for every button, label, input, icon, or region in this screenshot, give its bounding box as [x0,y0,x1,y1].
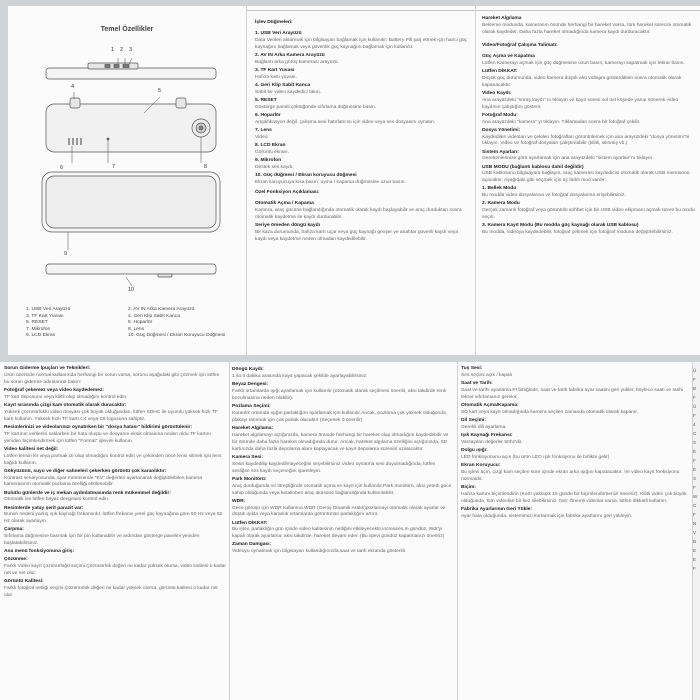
item-text: Bu modda video dosyalarına ve fotoğraf dosyalarına erişebilirsiniz. [482,193,626,199]
item-title: Video kalitesi net değil: [4,446,59,452]
callout-9: 9 [64,251,68,257]
item-text: Gerçek zamanlı fotoğraf veya görüntülü sohbet için bir USB video ekipmanı açmak üzere bu modu seçin. [482,208,695,221]
item-title: Bulutlu günlerde ve iç mekan aydınlatmasında renk mükemmel değildir: [4,490,171,496]
lcd-screen [46,176,216,228]
item-text: Bir kaza durumunda, hafıza kartı uçar veya güç kaynağı gevşer ve anahtar güvenli kaydı veya kaydı veya kaydetme neden olmadan kaydedilebilir. [255,229,459,242]
item-text: SD kart veya kayıt olmadığında kamera seçilen zamanda otomatik olarak kapanır. [461,410,638,415]
item-text: Lütfen Kamerayı açmak için güç düğmesine uzun basın; kamerayı kapatmak için tekrar basın. [482,60,685,66]
function-button-list [255,31,469,187]
item-text: Destek ses kaydı. [255,164,294,170]
device-bottom-view [46,264,216,277]
fragment: S [693,440,697,445]
legend-item: 1. USB Veri Arayüzü [26,307,71,312]
legend-item: 9. LCD Ekran [26,333,56,339]
fragment: Ü [693,404,697,409]
item-text: 1 ila 5 dakika arasında kayıt yapacak şekilde ayarlayabilirsiniz. [232,374,368,380]
power-button [158,274,172,277]
device-top-view [46,63,216,79]
divider [247,10,475,11]
item-text: Hafıza kartını biçimlendirin (Kartı yaklaşık 15 günde bir biçimlendirmenizi öneririz). Kilitli video çok büyük olduğunda, tüm videoları bir kez silebilirsiniz. Not: Önemli videolar varsa, lütfen dikkatli kullanın. [461,491,687,504]
item-title: Zaman Damgası: [232,542,272,548]
item-text: Gösterge paneli çöktüğünde sıfırlama düğmesine basın. [255,104,377,110]
fragment: S [693,476,697,481]
item-title: Fabrika Ayarlarının Geri Yükle: [461,506,533,512]
section-heading: Özel Fonksiyon Açıklaması: [255,189,320,195]
callout-8: 8 [204,164,208,170]
item-text: Kamera, araç gücüne bağlandığında otomatik olarak kaydı başlayabilir ve araç durduktan sonra otomatik kaydetme ile kaydı durdurabilir. [255,207,462,220]
item-text: Sesin kaydedilip kaydedilmeyeceğini seçebilirsiniz.Video oynatma sesi duyulmadığında, lütfen sesliğse ses kaydı seçeneğini işaretleyin. [232,461,436,474]
fragment: E [693,449,697,454]
cutoff-fragments [693,366,700,573]
item-text: Videoyu oynatmak için bilgisayarı kullandığınızda,saat ve tarih ekranda gösterilir. [232,549,407,555]
item-text: Ana arayüzdeki "kamera" yı tıklayın. Tıklamadan sonra bir fotoğraf çekilir. [482,119,641,125]
item-title: WDR: [232,498,246,504]
system-settings-list [461,366,689,521]
item-title: 2. Kamera Modu [482,201,520,207]
fragment: F [693,485,696,490]
item-title: Park Monitörü: [232,476,267,482]
item-title: Dolgu ışığı: [461,448,488,454]
item-text: Video. [255,134,269,140]
operation-text [482,16,696,237]
item-text: Görüntü ekranı. [255,149,289,155]
fragment: B [693,539,697,544]
item-text: Saat ve tarihi ayarlama.PI bittiğinde, saat ve tarih fabrika ayar saatini geri yükler, böylece saati ve tarihi tekrar sıfırlamanız gerekir. [461,388,684,400]
panel-motion-and-operation [476,6,700,355]
item-title: Hareket Algılama: [232,426,274,431]
troubleshooting-list [4,388,226,600]
section-heading: Sorun Giderme İpuçları ve Teknikleri: [4,366,91,371]
fragment: W [693,494,698,499]
item-text: USB kablosunu bilgisayara bağlayın, araç kamerası kaydedicisi otomatik olarak USB menüsünü açacaktır. Aşağıdaki gibi seçmek için üç farklı mod vardır: [482,171,690,184]
item-title: Tuş Sesi: [461,366,483,372]
legend-item: 2. AV IN Arka Kamera Arayüzü [128,307,195,312]
fragment: V [693,530,697,535]
item-text: Otomatik ise lütfen beyaz dengesini kontrol edin. [4,497,110,503]
item-title: Beyaz Dengesi: [232,382,269,388]
item-title: Fotoğraf çekemez veya video kaydedemez: [4,387,105,393]
device-back-body [46,104,216,152]
item-title: Çözünme: [4,557,28,563]
fragment: E [693,557,697,562]
item-title: 1. Bellek Modu [482,186,517,192]
panel-system-settings [458,362,692,700]
item-title: 4. Geri Klip Sabit Kanca [255,83,311,88]
item-title: Otomatik Açma/Kapama: [461,403,519,409]
panel-basic-features [8,6,246,355]
callout-7: 7 [112,164,116,170]
item-text: Farklı fotoğraf netliği seçimi.Çözünürlük değeri ne kadar yüksek olursa, görüntü kalitesi o kadar net olur. [4,586,218,599]
tf-slot [123,65,129,68]
item-title: Pozlama Seçimi: [232,404,271,410]
reset-hole [107,138,109,140]
item-title: 7. Lens [255,128,272,133]
paragraph: Ürün üzerinde normal kullanımda herhangi bir sorun varsa, sorunu aşağıdaki gibi çözmek için lütfen bu sorun giderme adımlarına bakın: [4,372,220,385]
panel-title: Temel Özellikler [100,26,154,33]
item-title: 3. Kamera Kayıt Modu (Bu modda güç kaynağı olarak USB kablosu) [482,223,639,229]
item-title: 8. LCD Ekran [255,143,286,148]
item-title: Döngü Kaydı: [232,367,264,373]
item-text: LED fonksiyonunu açın (bu ürün LED ışık fonksiyonu ile birlikte gelir) [461,455,610,460]
item-text: Gece görüşü için WDR kullanma.WDR (Geniş Dinamik Aralık)pozlamayı otomatik olarak ayarlar ve düşük ışıkta veya karanlık ortamlarda görüntünün parlaklığını artırır. [232,505,446,518]
fragment: F [693,512,696,517]
device-top-body [46,68,216,79]
device-back-view [46,98,216,152]
panel-troubleshooting [0,362,229,700]
legend-item: 3. TF Kart Yuvası [26,313,64,319]
item-title: USB MODU (bağlantı kablosu dahil değildir) [482,164,584,170]
item-title: Saat ve Tarih: [461,381,493,387]
fragment: F [693,413,696,418]
callout-10: 10 [128,287,135,293]
item-title: Çarpma: [4,527,24,533]
fragment: F [693,458,696,463]
fragment: C [693,431,697,436]
item-title: Dil Seçimi: [461,418,487,424]
item-title: Kamera Sesi: [232,454,263,460]
menu-settings-list [232,367,454,556]
item-text: Yüksek çözünürlüklü video dosyası çok büyük olduğundan, lütfen SDHC ile uyumlu yüksek hızlı TF kartı kullanın. Yüksek hızlı TF kartı C4 veya C6 logosuna sahiptir. [4,409,218,422]
fragment: C [693,503,697,508]
fragment: Ü [693,368,697,373]
section-heading: Hareket Algılama [482,16,522,21]
item-text: Bağlantı arka görüş kamerası arayüzü. [255,59,339,65]
fragment: F [693,395,696,400]
item-text: Bunun nedeni yanlış ışık kaynağı frekansıdır, lütfen frekansı yerel güç kaynağına göre 50 Hz veya 60 Hz olarak ayarlayın. [4,512,223,525]
item-text: Ayar hata olduğunda, sistemimizi kurtarmak için fabrika ayarlarını geri yükleyin. [461,513,633,519]
item-title: Sistem Ayarları: [482,149,519,155]
item-title: Ekran Koruyucu: [461,463,501,469]
item-title: Işık Kaynağı Frekansı: [461,433,513,439]
callout-4: 4 [71,84,75,90]
fragment: E [693,467,697,472]
legend-right [128,307,246,340]
item-text: Gerekli dili ayarlama. [461,425,507,430]
clip-hook [70,98,80,108]
legend-item: 5. RESET [26,320,48,326]
item-text: Kontrast senaryosunda, ayar menüsünde "EV" değerleri ayarlanarak değiştirilebilen kamera kamerasının otomatik pozlama özelliği etkilenebilir. [4,475,203,488]
panel-function-buttons [247,6,475,355]
menu-settings-text [232,366,454,556]
paragraph: Bekleme modunda, kameranın önünde herhangi bir hareket varsa, tüm hareket sürecini otomatik olarak kaydeder. Daha fazla hareket olmadığında kamera kaydı durduracaktır. [482,22,692,35]
divider [476,10,700,11]
section-heading: Video/Fotoğraf Çalışma Talimatı: [482,42,558,48]
item-text: Bu işlev, parlaklığın gün içinde video kalitesinin netliğini etkileyecektir.increases.In gündüz, Wdr'yi kapalı olarak ayarlama; aksi takdirde, hareket devam eder. (Bu işlevi gündüz kapatmanızı öneririz) [232,527,445,540]
clip-hook [176,98,186,108]
item-text: Ses seçimi açık / kapalı [461,373,513,379]
fragment: F [693,566,696,571]
legend-item: 7. Mikrofon [26,326,51,332]
item-title: Biçim: [461,485,476,490]
device-bottom-body [46,264,216,274]
item-text: Düşük güç durumunda, video kamera düşük akü voltajını gösterdikten sonra otomatik olarak kapanacaktır. [482,75,682,88]
item-text: Sıfırlama düğmesine basmak için bir pin kullanabilir ve ardından gösterge panelini yeniden başlatabilirsiniz. [4,534,200,547]
av-in-port [114,65,119,68]
callout-6: 6 [60,165,64,171]
item-text: Hafıza kartı yuvası. [255,74,297,80]
item-text: Ana arayüzdeki "sürüş kaydı" nı tıklayın ve kayıt süresi sol üst köşede yanıp sönerek video kaydının çalıştığını gösterir. [482,97,679,110]
item-title: 2. AV IN Arka Kamera Arayüzü [255,53,325,58]
callout-5: 5 [158,88,162,94]
section-heading: İşlev Düğmeleri: [255,20,293,25]
legend-item: 10. Güç Düğmesi / Ekran Koruyucu Düğmesi [128,333,226,339]
callout-1: 1 [111,47,115,53]
fragment: 4 [693,422,696,427]
legend-item: 6. Hoparlör [128,320,153,326]
item-title: Lütfen DİKKAT: [482,68,518,74]
item-title: Dosya Yönetimi: [482,127,521,133]
item-text: Lütfen lensin kir veya parmak izi olup olmadığını kontrol edin ve çekimden önce lensi silmek için lens kağıdı kullanın. [4,453,222,466]
special-function-list [255,201,469,244]
item-text: Amplifikasyon değil, çalışma sesi hatırlatıcısı için video veya ses dosyasını oynatın. [255,119,436,125]
operation-list [482,54,696,237]
item-title: Otomatik Açma / Kapama [255,200,314,206]
fragment: B [693,386,697,391]
item-text: Bu işlevi açın, çizgi kam seçilen süre içinde ekran arka ışığını kapatacaktır. Ve video kayıt fonksiyonu normaldir. [461,470,680,482]
item-title: Seriye ömeden döngü kaydı [255,222,320,228]
item-title: 1. USB Veri Arayüzü [255,31,302,37]
item-title: 5. RESET [255,98,277,103]
item-text: Gerekenlerinize göre ayarlamak için ana arayüzdeki "sistem ayarları"nı tıklayın. [482,156,654,162]
item-text: Ekran koruyucuya kısa basın; uyma / kapama düğmesine uzun basın. [255,179,406,185]
panel-menu-settings [230,362,457,700]
item-title: Kayıt sırasında çizgi kam otomatik olarak duracaktır: [4,402,127,408]
fragment: N [693,521,697,526]
legend-left [26,307,126,340]
usb-port [105,65,110,68]
item-title: Fotoğraf Modu: [482,112,518,118]
item-title: 6. Hoparlör [255,113,281,118]
item-title: Ana menü fonksiyonuna giriş: [4,549,75,555]
troubleshooting-text [4,366,226,600]
item-title: Resimlerde yatay şerit parazit var: [4,505,84,511]
item-text: TF kartının verilerini saklarken bir hata oluştu ve dosyanın eksik olmasına neden oldu.TF kartını yeniden biçimlendirmek için lütfen "Format" işlevini kullanın. [4,431,211,444]
system-settings-text [461,365,689,521]
item-text: Hareket algılamayı açtığınızda, kamera önünde herhangi bir hareket olup olmadığını kaydedebilir ve bir önünde daha fazla hareket olmadığında durur. Ancak, hareket algılama özelliğini açtığınızda, SD kartınızda daha fazla depolama alanı kaplayacak ve kayıt depolama süresini uzatacaktır. [232,432,449,452]
item-text: Karanlık ortamda ışığın parlaklığını ayarlamak için kullanılır.Ancak, pozlama çok yüksek olduğunda, plakayı tanımak için çok parlak olacaktır (Seçenek 0 önerilir) [232,411,448,423]
item-text: Farklı ortamlarda ışığı ayarlamak için kullanılır (otomatik olarak seçilmesi önerilir, aksi takdirde renk bozulmasına neden olabilir). [232,389,447,401]
item-title: 3. TF Kart Yuvası [255,68,295,73]
fragment: F [693,377,696,382]
callout-2: 2 [120,47,124,53]
item-title: 10. Güç düğmesi / Ekran koruyucu düğmesi [255,173,357,178]
item-title: Güç Açma ve Kapatma [482,53,535,59]
item-title: 9. Mikrofon [255,158,282,163]
device-top-ports [88,63,138,69]
item-title: Resimlerinizi ve videolarınızı oynatırken bir "dosya hatası" bildirimi görüntülenir: [4,424,193,430]
item-text: Kaydedilen videoları ve çekilen fotoğrafları görüntülemek için ana arayüzdeki "dosya yönetimi"ni tıklayın. Video ve fotoğraf dosyaları çalıştırılabilir (kilitli, silinmiş vb.) [482,134,690,147]
item-title: Görüntü Kalitesi: [4,579,44,585]
item-text: Data Verileri aktarmak için bilgisayarı bağlamak için kullanılır; Battery Pill şarj etmek için harici güç kaynağını bağlamak veya güvenlik güç kaynağını bağlamak için kullanılır. [255,38,468,50]
item-text: Farklı Video kayıt çözünürlüğü seçimi.Çözünürlük değeri ne kadar yüksek olursa, video kalitesi o kadar net ve net olur. [4,564,227,577]
legend-item: 8. Lens [128,326,145,332]
mirror-camera-diagram [8,6,246,355]
item-text: Bu modda, videoya kaydedebilir, fotoğraf çekmek için fotoğraf moduna değiştirebilirsiniz. [482,230,673,236]
item-text: TF kart deposunu veya kilitli olup olmadığını kontrol edin. [4,394,128,400]
item-title: Video Kaydı: [482,90,512,96]
item-title: Lütfen DİKKAT: [232,520,268,526]
function-buttons-text [255,20,469,244]
legend-item: 4. Geri Klip Sabit Kanca [128,313,180,319]
panel-cutoff-edge [693,362,700,700]
item-text: Varsayılan değerler 50hz'dir. [461,440,523,445]
item-text: Sabit bir video kaydedici takın. [255,89,322,95]
item-title: Gökyüzünü, suyu ve diğer sahneleri çekerken görüntü çok karanlıktır: [4,468,167,474]
item-text: Araç durduğunda ve titreştiğinde otomatik açma ve kayıt için kullanılır.Park monitörü, aksi yeterli güce sahip olduğunda veya ketalloben araç aküsüne bağlandığında kullanılabilir. [232,483,452,496]
callout-3: 3 [129,47,133,53]
fragment: E [693,548,697,553]
device-front-view [42,172,220,232]
